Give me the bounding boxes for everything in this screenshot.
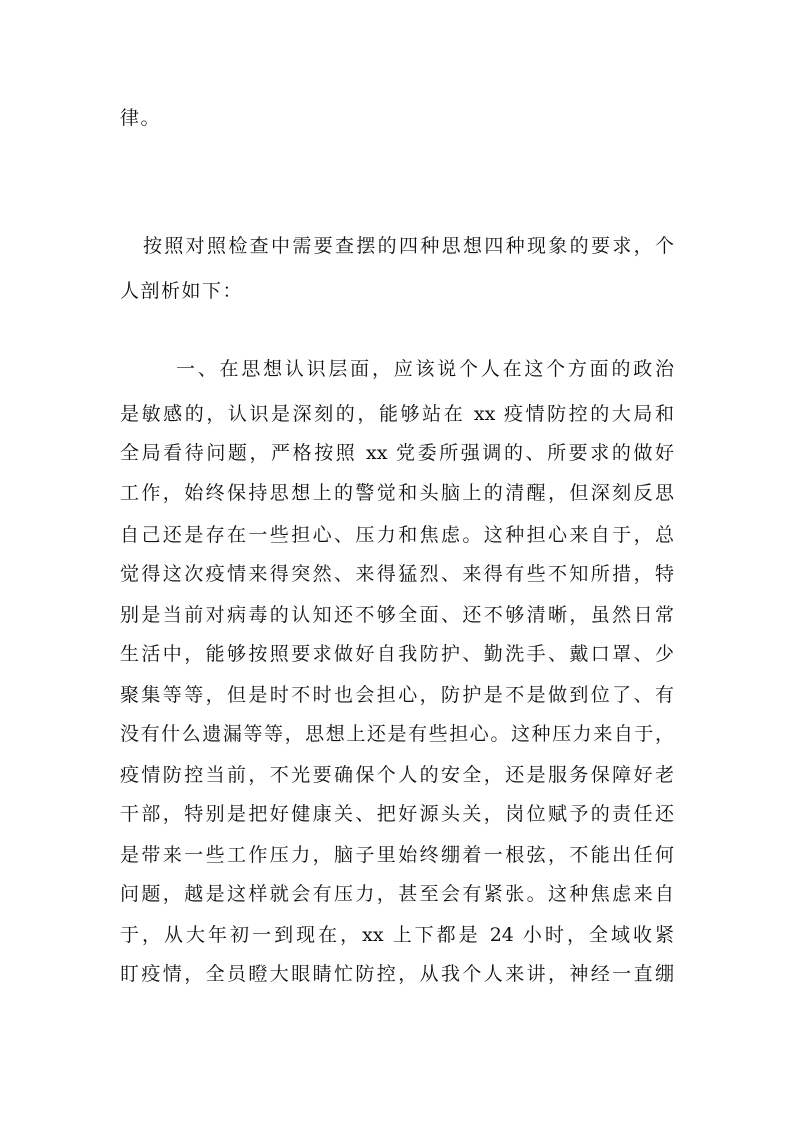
section1-line-13: 是带来一些工作压力，脑子里始终绷着一根弦，不能出任何: [120, 844, 674, 866]
section1-line-12: 干部，特别是把好健康关、把好源头关，岗位赋予的责任还: [120, 803, 674, 825]
section1-line-6: 觉得这次疫情来得突然、来得猛烈、来得有些不知所措，特: [120, 563, 674, 585]
intro-line-1: 按照对照检查中需要查摆的四种思想四种现象的要求，个: [143, 235, 674, 257]
intro-line-2: 人剖析如下：: [120, 280, 244, 302]
section1-line-3: 全局看待问题，严格按照 xx 党委所强调的、所要求的做好: [120, 442, 674, 464]
section1-line-10: 没有什么遗漏等等，思想上还是有些担心。这种压力来自于，: [120, 723, 674, 745]
paragraph-fragment-end: 律。: [120, 107, 162, 129]
section1-line-8: 生活中，能够按照要求做好自我防护、勤洗手、戴口罩、少: [120, 643, 674, 665]
section1-line-7: 别是当前对病毒的认知还不够全面、还不够清晰，虽然日常: [120, 604, 674, 626]
section1-line-15: 于，从大年初一到现在，xx 上下都是 24 小时，全域收紧: [120, 924, 674, 946]
section1-line-1: 一、在思想认识层面，应该说个人在这个方面的政治: [176, 358, 674, 380]
section1-line-16: 盯疫情，全员瞪大眼睛忙防控，从我个人来讲，神经一直绷: [120, 963, 674, 985]
section1-line-4: 工作，始终保持思想上的警觉和头脑上的清醒，但深刻反思: [120, 482, 674, 504]
section1-line-5: 自己还是存在一些担心、压力和焦虑。这种担心来自于，总: [120, 524, 674, 546]
section1-line-11: 疫情防控当前，不光要确保个人的安全，还是服务保障好老: [120, 764, 674, 786]
section1-line-14: 问题，越是这样就会有压力，甚至会有紧张。这种焦虑来自: [120, 883, 674, 905]
section1-line-2: 是敏感的，认识是深刻的，能够站在 xx 疫情防控的大局和: [120, 403, 674, 425]
section1-line-9: 聚集等等，但是时不时也会担心，防护是不是做到位了、有: [120, 684, 674, 706]
